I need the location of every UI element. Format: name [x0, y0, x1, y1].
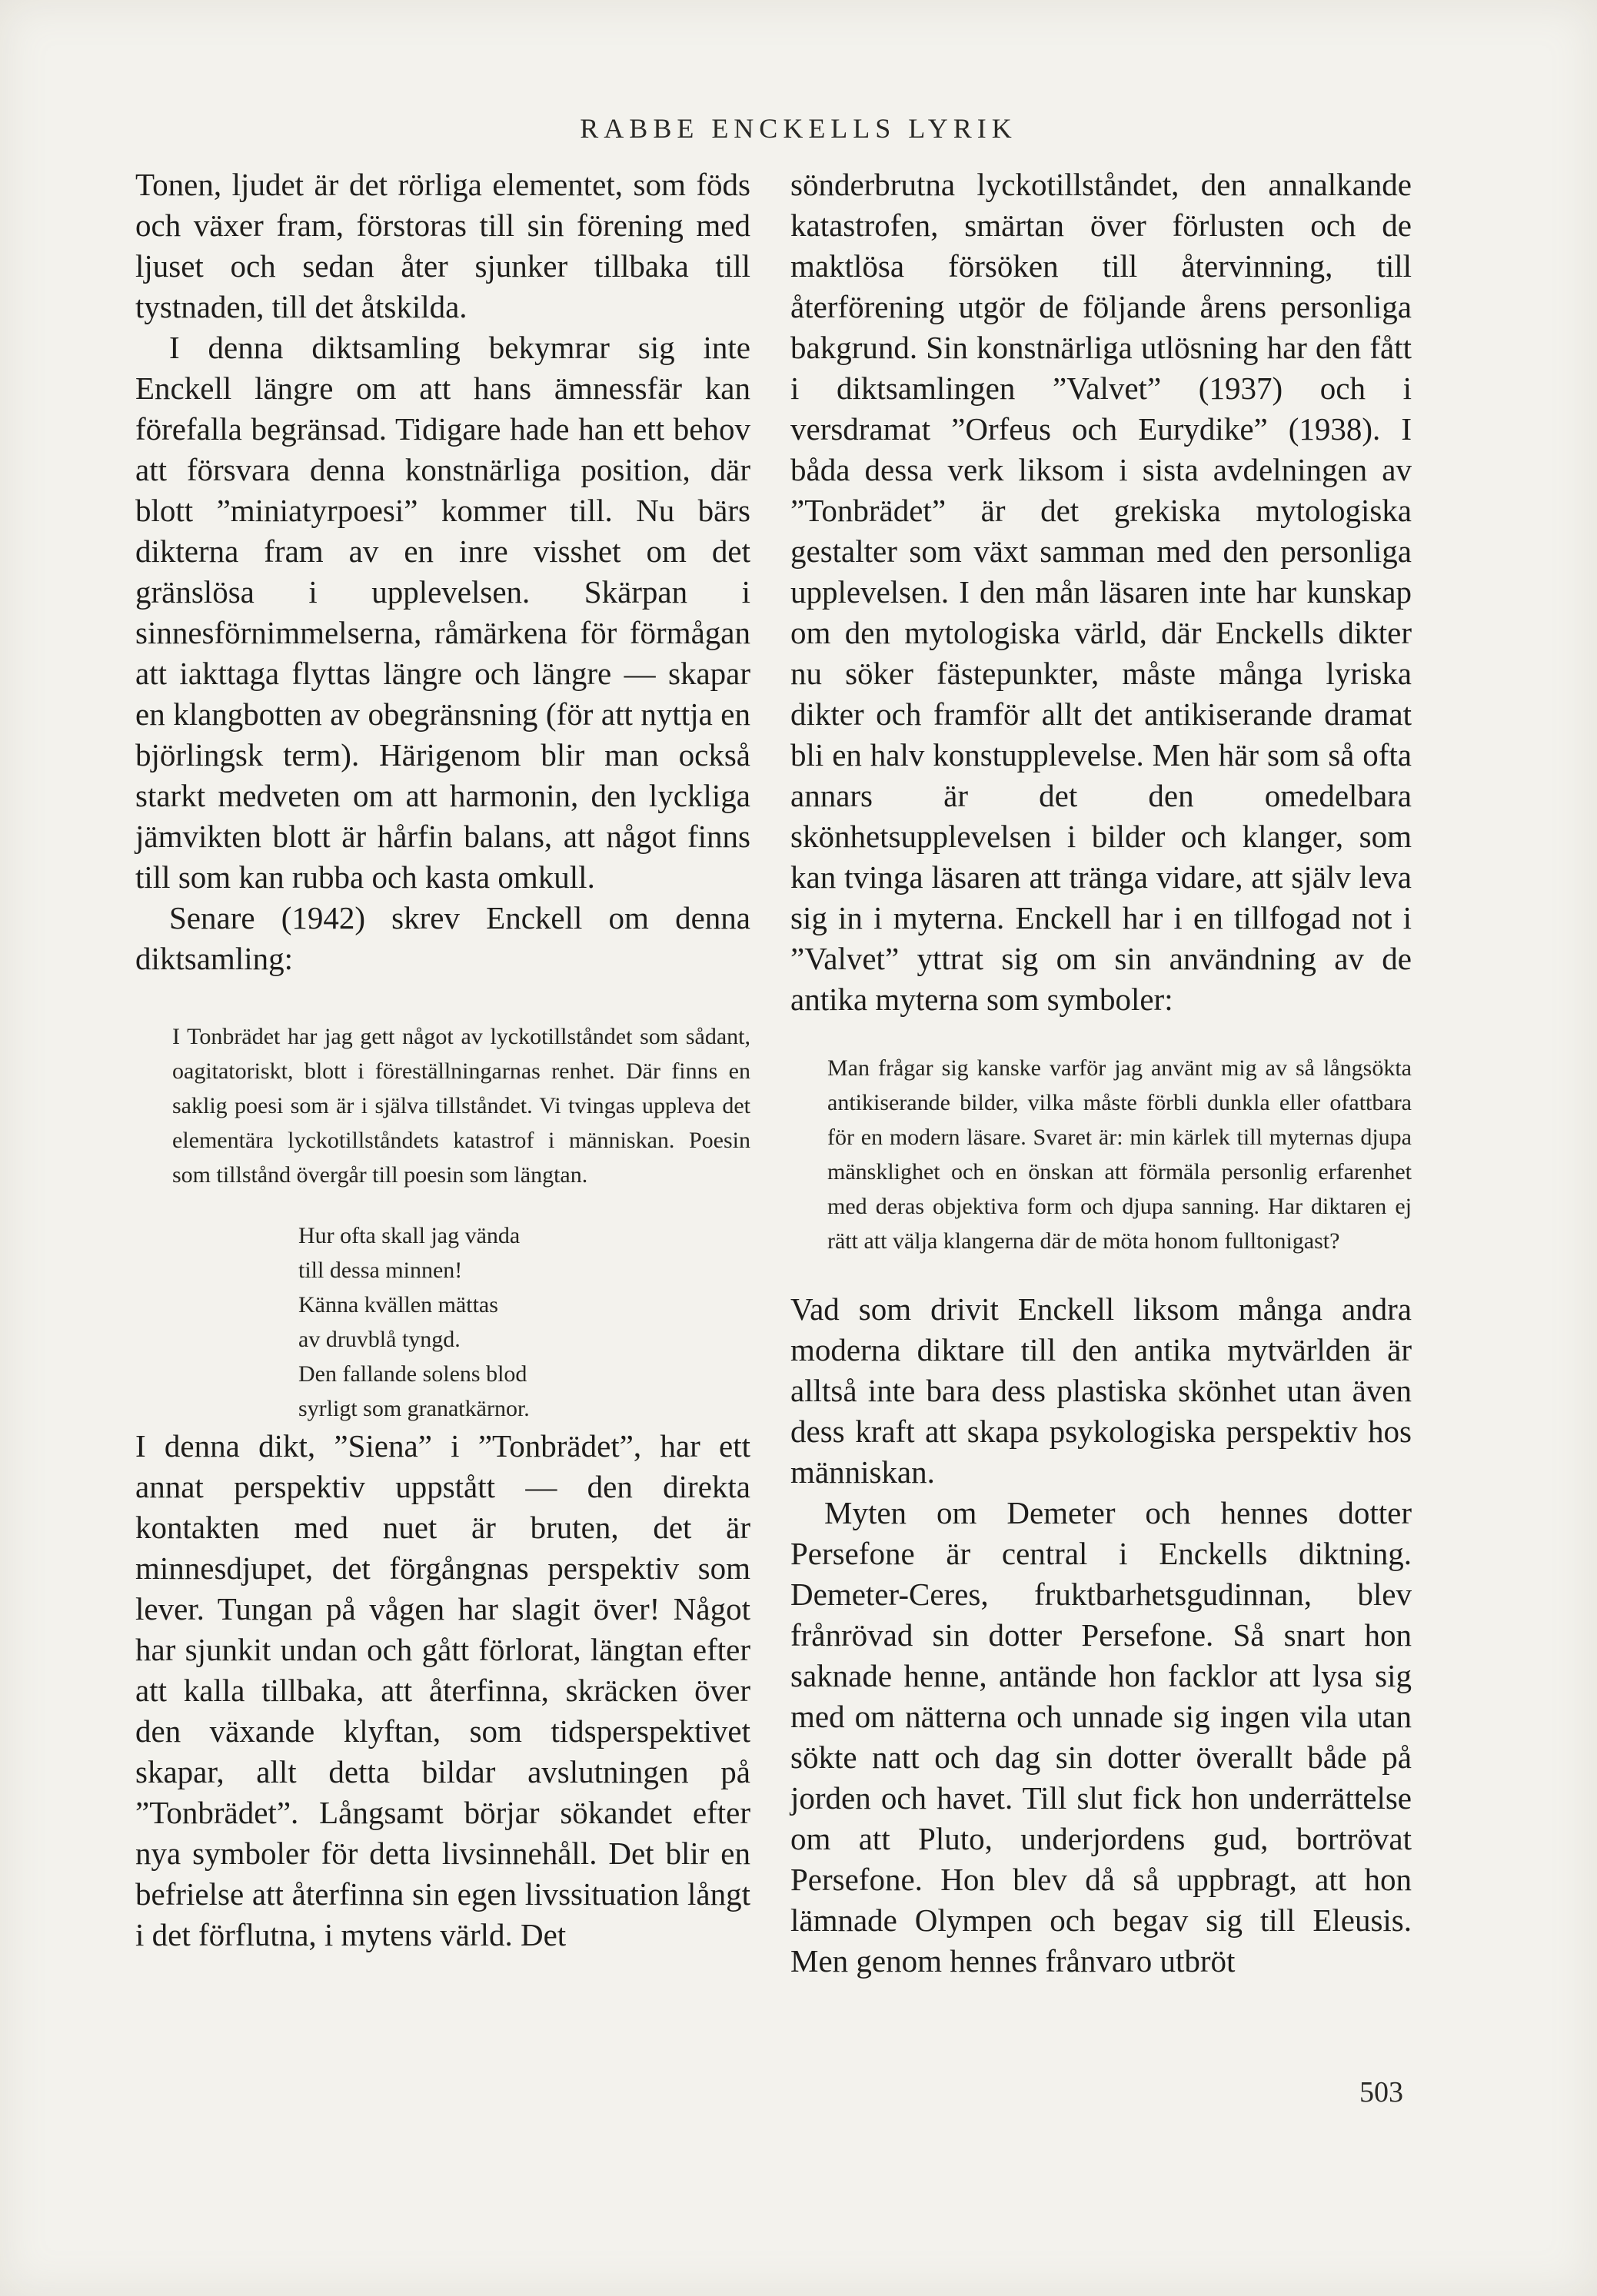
page-number: 503: [1359, 2076, 1403, 2108]
poem-line: Den fallande solens blod: [298, 1361, 527, 1387]
block-quote: I Tonbrädet har jag gett något av lyckotillståndet som sådant, oagitatoriskt, blott i föreställningarnas renhet. Där finns en saklig poesi som är i själva tillståndet. Vi tvingas uppleva det elementära lyckotillståndets katastrof i människan. Poesin som tillstånd övergår till poesin som längtan.: [172, 1024, 750, 1188]
running-title: RABBE ENCKELLS LYRIK: [580, 113, 1017, 144]
poem-line: av druvblå tyngd.: [298, 1327, 461, 1352]
paragraph: Tonen, ljudet är det rörliga elementet, som föds och växer fram, förstoras till sin förening med ljuset och sedan åter sjunker tillbaka till tystnaden, till det åtskilda.: [135, 167, 750, 324]
paragraph: I denna diktsamling bekymrar sig inte Enckell längre om att hans ämnessfär kan förefalla begränsad. Tidigare hade han ett behov att försvara denna konstnärliga position, där blott ”miniatyrpoesi” kommer till. Nu bärs dikterna fram av en inre visshet om det gränslösa i upplevelsen. Skärpan i sinnesförnimmelserna, råmärkena för förmågan att iakttaga flyttas längre och längre — skapar en klangbotten av obegränsning (för att nyttja en björlingsk term). Härigenom blir man också starkt medveten om att harmonin, den lyckliga jämvikten blott är hårfin balans, att något finns till som kan rubba och kasta omkull.: [135, 330, 750, 895]
left-column: [135, 164, 750, 1955]
paragraph: I denna dikt, ”Siena” i ”Tonbrädet”, har ett annat perspektiv uppstått — den direkta kontakten med nuet är bruten, det är minnesdjupet, det förgångnas perspektiv som lever. Tungan på vågen har slagit över! Något har sjunkit undan och gått förlorat, längtan efter att kalla tillbaka, att återfinna, skräcken över den växande klyftan, som tidsperspektivet skapar, allt detta bildar avslutningen på ”Tonbrädet”. Långsamt börjar sökandet efter nya symboler för detta livsinnehåll. Det blir en befrielse att återfinna sin egen livssituation långt i det förflutna, i mytens värld. Det: [135, 1428, 750, 1952]
paragraph: Vad som drivit Enckell liksom många andra moderna diktare till den antika mytvärlden är alltså inte bara dess plastiska skönhet utan även dess kraft att skapa psykologiska perspektiv hos människan.: [790, 1291, 1412, 1490]
block-quote: Man frågar sig kanske varför jag använt mig av så långsökta antikiserande bilder, vilka måste förbli dunkla eller ofattbara för en modern läsare. Svaret är: min kärlek till myternas djupa mänsklighet och en önskan att förmäla personlig erfarenhet med deras objektiva form och djupa sanning. Har diktaren ej rätt att välja klangerna där de möta honom fulltonigast?: [827, 1055, 1412, 1254]
poem-line: till dessa minnen!: [298, 1258, 463, 1283]
paragraph: Senare (1942) skrev Enckell om denna diktsamling:: [135, 900, 750, 976]
paragraph: sönderbrutna lyckotillståndet, den annalkande katastrofen, smärtan över förlusten och de maktlösa försöken till återvinning, till återförening utgör de följande årens personliga bakgrund. Sin konstnärliga utlösning har den fått i diktsamlingen ”Valvet” (1937) och i versdramat ”Orfeus och Eurydike” (1938). I båda dessa verk liksom i sista avdelningen av ”Tonbrädet” är det grekiska mytologiska gestalter som växt samman med den personliga upplevelsen. I den mån läsaren inte har kunskap om den mytologiska värld, där Enckells dikter nu söker fästepunkter, måste många lyriska dikter och framför allt det antikiserande dramat bli en halv konstupplevelse. Men här som så ofta annars är det den omedelbara skönhetsupplevelsen i bilder och klanger, som kan tvinga läsaren att tränga vidare, att själv leva sig in i myterna. Enckell har i en tillfogad not i ”Valvet” yttrat sig om sin användning av de antika myterna som symboler:: [790, 167, 1412, 1017]
poem-line: Känna kvällen mättas: [298, 1292, 498, 1317]
poem-excerpt: [298, 1218, 750, 1426]
right-column: [790, 164, 1412, 1982]
poem-line: syrligt som granatkärnor.: [298, 1396, 530, 1421]
paragraph: Myten om Demeter och hennes dotter Persefone är central i Enckells diktning. Demeter-Ceres, fruktbarhetsgudinnan, blev frånrövad sin dotter Persefone. Så snart hon saknade henne, antände hon facklor att lysa sig med om nätterna och unnade sig ingen vila utan sökte natt och dag sin dotter överallt både på jorden och havet. Till slut fick hon underrättelse om att Pluto, underjordens gud, bortrövat Persefone. Hon blev då så uppbragt, att hon lämnade Olympen och begav sig till Eleusis. Men genom hennes frånvaro utbröt: [790, 1495, 1412, 1979]
poem-line: Hur ofta skall jag vända: [298, 1223, 521, 1248]
